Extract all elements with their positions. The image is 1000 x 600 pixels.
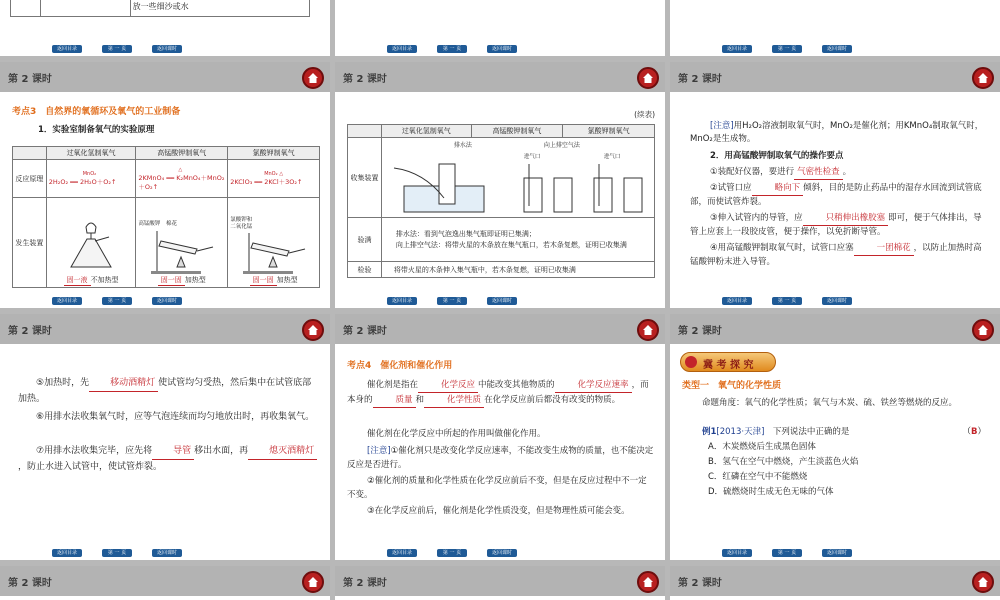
slide-footer — [670, 294, 1000, 308]
slide-next-mid — [335, 566, 665, 600]
collection-apparatus-icon — [384, 154, 654, 214]
home-icon — [307, 324, 319, 336]
equation: 2H₂O₂ ══ 2H₂O＋O₂↑ — [48, 178, 117, 186]
slide-next-right — [670, 566, 1000, 600]
banner-dot-icon — [685, 356, 697, 368]
back-to-lesson-button[interactable]: 返回课时 — [152, 549, 182, 557]
home-button[interactable] — [302, 319, 324, 341]
home-icon — [977, 72, 989, 84]
slide-oxygen-collection — [335, 62, 665, 308]
lesson-label: 第 2 课时 — [678, 578, 722, 589]
row-header: 发生装置 — [13, 198, 47, 288]
step-5: ⑤加热时，先 移动酒精灯 使试管均匀受热，然后集中在试管底部加热。 — [18, 378, 312, 404]
fragment-text: 放一些细沙或水 — [132, 2, 189, 11]
inlet-label: 进气口 — [523, 153, 541, 160]
home-icon — [307, 72, 319, 84]
col-header: 高锰酸钾制氧气 — [136, 147, 228, 160]
answer-suffix: 加热型 — [184, 276, 206, 284]
back-to-lesson-button[interactable]: 返回课时 — [152, 297, 182, 305]
home-icon — [307, 576, 319, 588]
first-page-button[interactable]: 第 一 页 — [102, 549, 132, 557]
catalyst-label: MnO₂ — [82, 171, 97, 177]
step-2: ②试管口应 略向下 倾斜，目的是防止药品中的湿存水回流到试管底部，而使试管炸裂。 — [690, 183, 982, 207]
back-to-lesson-button[interactable]: 返回课时 — [822, 297, 852, 305]
home-button[interactable] — [637, 571, 659, 593]
home-button[interactable] — [972, 319, 994, 341]
first-page-button[interactable]: 第 一 页 — [437, 297, 467, 305]
lesson-label: 第 2 课时 — [8, 326, 52, 337]
home-icon — [977, 324, 989, 336]
slide-header — [670, 314, 1000, 344]
step-1: ①装配好仪器，要进行 气密性检查 。 — [710, 166, 851, 180]
catalysis-definition: 催化剂在化学反应中所起的作用叫做催化作用。 — [367, 429, 546, 439]
lesson-label: 第 2 课时 — [8, 74, 52, 85]
intro-text: 命题角度：氧气的化学性质；氧气与木炭、硫、铁丝等燃烧的反应。 — [702, 398, 958, 408]
home-button[interactable] — [972, 67, 994, 89]
lesson-label: 第 2 课时 — [8, 578, 52, 589]
note-2: ②催化剂的质量和化学性质在化学反应前后不变，但是在反应过程中不一定不变。 — [347, 476, 647, 500]
test-text: 将带火星的木条伸入集气瓶中，若木条复燃，证明已收集满 — [381, 262, 654, 278]
section-subtitle: 1．实验室制备氧气的实验原理 — [38, 125, 155, 135]
principle-table — [12, 146, 320, 288]
collection-table — [347, 124, 655, 278]
slide-footer — [670, 546, 1000, 560]
lesson-label: 第 2 课时 — [343, 578, 387, 589]
first-page-button[interactable]: 第 一 页 — [437, 549, 467, 557]
back-to-toc-button[interactable]: 返回目录 — [52, 549, 82, 557]
slide-heating-steps — [0, 314, 330, 560]
lesson-label: 第 2 课时 — [678, 326, 722, 337]
back-to-toc-button[interactable]: 返回目录 — [387, 45, 417, 53]
home-button[interactable] — [302, 571, 324, 593]
home-icon — [642, 72, 654, 84]
section-title: 考点4 催化剂和催化作用 — [347, 361, 453, 371]
step-3: ③伸入试管内的导管，应 只稍伸出橡胶塞 即可，便于气体排出，导管上应套上一段胶皮管，便于操作，以免折断导管。 — [690, 213, 982, 237]
inlet-label: 进气口 — [603, 153, 621, 160]
back-to-toc-button[interactable]: 返回目录 — [722, 297, 752, 305]
slide-fragment-top-left — [0, 0, 330, 56]
table-fragment — [10, 0, 310, 17]
back-to-lesson-button[interactable]: 返回课时 — [487, 45, 517, 53]
col-header: 过氧化氢制氧气 — [381, 125, 471, 138]
catalyst-label: MnO₂ △ — [264, 171, 284, 177]
back-to-toc-button[interactable]: 返回目录 — [387, 297, 417, 305]
col-header: 过氧化氢制氧气 — [46, 147, 136, 160]
lesson-label: 第 2 课时 — [343, 326, 387, 337]
note-1: [注意]①催化剂只是改变化学反应速率，不能改变生成物的质量，也不能决定反应是否进行。 — [347, 446, 654, 470]
section-subtitle: 2．用高锰酸钾制取氧气的操作要点 — [710, 151, 844, 161]
slide-header — [0, 314, 330, 344]
home-icon — [977, 576, 989, 588]
apparatus-label: 高锰酸钾 — [138, 221, 161, 227]
slide-footer — [0, 546, 330, 560]
apparatus-label: 氯酸钾和 — [230, 217, 253, 223]
section-banner — [680, 352, 776, 372]
test-tube-apparatus-icon — [147, 227, 217, 275]
answer-blank: 固一液 — [64, 275, 91, 286]
slide-catalyst — [335, 314, 665, 560]
section-title: 考点3 自然界的氧循环及氧气的工业制备 — [12, 107, 181, 117]
continued-label: (续表) — [634, 110, 655, 119]
condition-label: △ — [178, 166, 183, 173]
method-label: 排水法 — [453, 141, 472, 149]
full-check-text: 排水法：看到气泡逸出集气瓶即证明已集满； — [395, 229, 536, 238]
catalyst-definition: 催化剂是指在 化学反应 中能改变其他物质的 化学反应速率 ，而本身的 质量 和 化学性质 在化学反应前后都没有改变的物质。 — [347, 378, 655, 408]
slide-fragment-top-mid — [335, 0, 665, 56]
back-to-toc-button[interactable]: 返回目录 — [52, 297, 82, 305]
back-to-toc-button[interactable]: 返回目录 — [52, 45, 82, 53]
back-to-lesson-button[interactable]: 返回课时 — [152, 45, 182, 53]
method-label: 向上排空气法 — [543, 141, 580, 149]
option-a[interactable]: A．木炭燃烧后生成黑色固体 — [708, 442, 816, 452]
full-check-text: 向上排空气法：将带火星的木条放在集气瓶口，若木条复燃，证明已收集满 — [395, 240, 627, 249]
slide-next-left — [0, 566, 330, 600]
slide-header — [670, 566, 1000, 596]
apparatus-label: 二氧化锰 — [230, 224, 253, 230]
slide-footer — [0, 42, 330, 56]
slide-header — [670, 62, 1000, 92]
home-icon — [642, 576, 654, 588]
row-header: 收集装置 — [348, 138, 382, 218]
home-button[interactable] — [637, 67, 659, 89]
home-icon — [642, 324, 654, 336]
first-page-button[interactable]: 第 一 页 — [102, 45, 132, 53]
banner-text: 冀 考 探 究 — [703, 360, 754, 371]
first-page-button[interactable]: 第 一 页 — [437, 45, 467, 53]
col-header: 氯酸钾制氧气 — [563, 125, 655, 138]
example-question: 例1[2013·天津] 下列说法中正确的是 （B） — [702, 427, 986, 437]
back-to-lesson-button[interactable]: 返回课时 — [487, 297, 517, 305]
row-header: 检验 — [348, 262, 382, 278]
slide-footer — [335, 42, 665, 56]
slide-kmno4-steps — [670, 62, 1000, 308]
answer-blank: 固一固 — [250, 275, 277, 286]
option-b[interactable]: B．氢气在空气中燃烧，产生淡蓝色火焰 — [708, 457, 859, 467]
home-button[interactable] — [972, 571, 994, 593]
first-page-button[interactable]: 第 一 页 — [102, 297, 132, 305]
answer-suffix: 不加热型 — [90, 276, 119, 284]
slide-footer — [670, 42, 1000, 56]
step-6: ⑥用排水法收集氧气时，应等气泡连续而均匀地放出时，再收集氧气。 — [36, 412, 315, 422]
slide-header — [0, 62, 330, 92]
answer-blank: 固一固 — [158, 275, 185, 286]
slide-footer — [335, 294, 665, 308]
slide-footer — [335, 546, 665, 560]
slide-header — [335, 62, 665, 92]
back-to-lesson-button[interactable]: 返回课时 — [822, 549, 852, 557]
row-header: 反应原理 — [13, 160, 47, 198]
slide-header — [335, 566, 665, 596]
slide-fragment-top-right — [670, 0, 1000, 56]
type-title: 类型一 氧气的化学性质 — [682, 381, 782, 391]
note-3: ③在化学反应前后，催化剂是化学性质没变，但是物理性质可能会变。 — [367, 506, 630, 516]
flask-apparatus-icon — [61, 217, 121, 275]
col-header: 氯酸钾制氧气 — [228, 147, 320, 160]
test-tube-apparatus-icon — [239, 231, 309, 275]
back-to-lesson-button[interactable]: 返回课时 — [822, 45, 852, 53]
first-page-button[interactable]: 第 一 页 — [772, 297, 802, 305]
note-paragraph: [注意]用H₂O₂溶液制取氧气时，MnO₂是催化剂；用KMnO₄制取氧气时，MnO₂是生成物。 — [690, 121, 984, 144]
slide-footer — [0, 294, 330, 308]
step-4: ④用高锰酸钾制取氧气时，试管口应塞 一团棉花 ，以防止加热时高锰酸钾粉末进入导管。 — [690, 243, 982, 267]
first-page-button[interactable]: 第 一 页 — [772, 549, 802, 557]
answer-suffix: 加热型 — [276, 276, 298, 284]
home-button[interactable] — [302, 67, 324, 89]
step-7: ⑦用排水法收集完毕，应先将 导管 移出水面，再 熄灭酒精灯，防止水进入试管中，使试管炸裂。 — [18, 444, 320, 475]
apparatus-label: 棉花 — [165, 221, 177, 227]
equation: 2KClO₃ ══ 2KCl＋3O₂↑ — [230, 178, 303, 186]
back-to-toc-button[interactable]: 返回目录 — [722, 549, 752, 557]
back-to-lesson-button[interactable]: 返回课时 — [487, 549, 517, 557]
equation: 2KMnO₄ ══ K₂MnO₄＋MnO₂＋O₂↑ — [138, 173, 225, 191]
first-page-button[interactable]: 第 一 页 — [772, 45, 802, 53]
slide-oxygen-lab-principle — [0, 62, 330, 308]
slide-header — [0, 566, 330, 596]
col-header: 高锰酸钾制氧气 — [471, 125, 563, 138]
lesson-label: 第 2 课时 — [678, 74, 722, 85]
slide-header — [335, 314, 665, 344]
lesson-label: 第 2 课时 — [343, 74, 387, 85]
option-d[interactable]: D．硫燃烧时生成无色无味的气体 — [708, 487, 834, 497]
home-button[interactable] — [637, 319, 659, 341]
answer-box: （B） — [962, 427, 986, 437]
back-to-toc-button[interactable]: 返回目录 — [722, 45, 752, 53]
back-to-toc-button[interactable]: 返回目录 — [387, 549, 417, 557]
slide-exploration — [670, 314, 1000, 560]
row-header: 验满 — [348, 218, 382, 262]
option-c[interactable]: C．红磷在空气中不能燃烧 — [708, 472, 808, 482]
